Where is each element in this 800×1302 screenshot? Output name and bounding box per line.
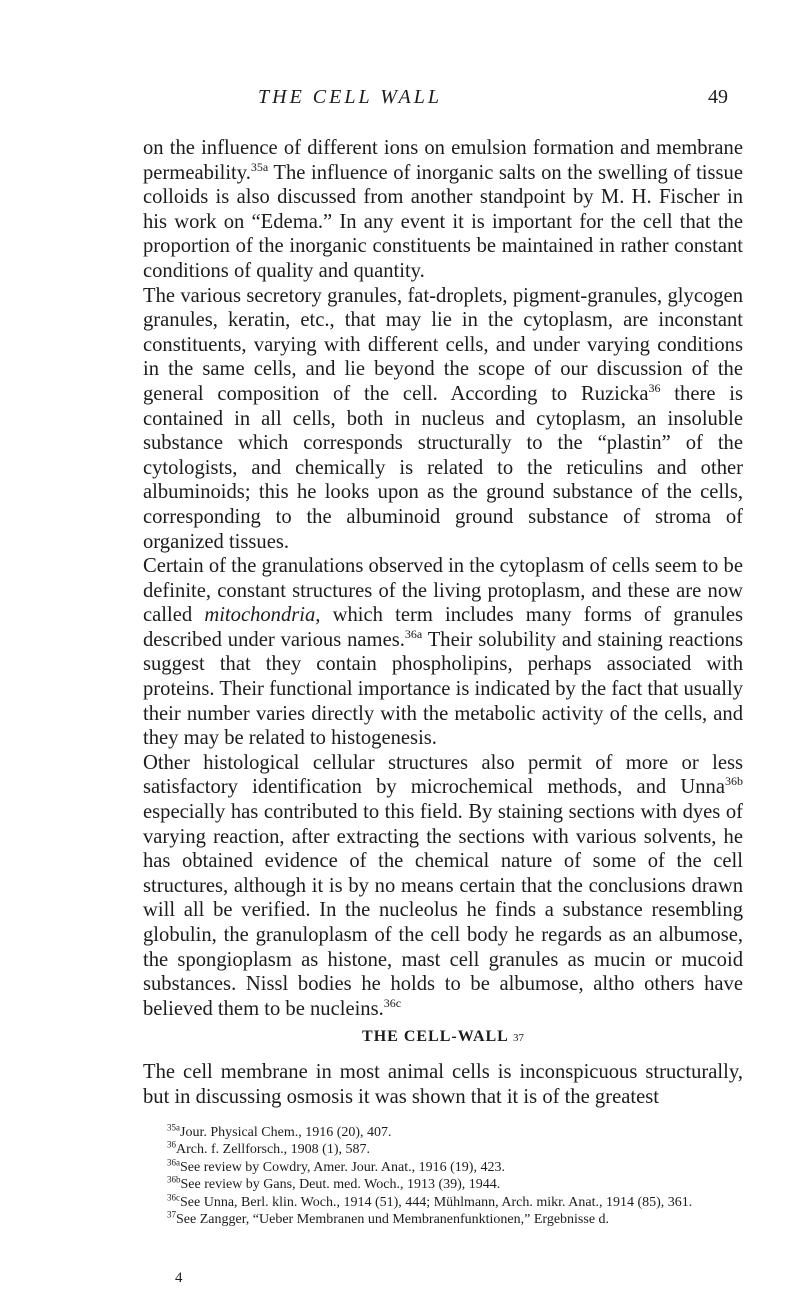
section-heading: THE CELL-WALL 37	[362, 1028, 524, 1045]
footnote: $^{36}$Arch. f. Zellforsch., 1908 (1), 587.	[167, 1139, 371, 1158]
body-text	[143, 136, 743, 1021]
signature-mark: 4	[175, 1270, 183, 1286]
paragraph-1: on the influence of different ions on emulsion formation and membrane permeability.$^{35a}$ The influence of inorganic salts on the swelling of tissue colloids is also discussed from another standpoint by M. H. Fischer in his work on “Edema.” In any event it is important for the cell that the proportion of the inorganic constituents be maintained in rather constant conditions of quality and quantity.	[143, 137, 743, 282]
footnote-ref-36b: 36b	[725, 774, 743, 789]
footnote-ref-36: 36	[648, 381, 661, 396]
mitochondria-term: mitochondria,	[204, 604, 321, 627]
footnote-ref-37: 37	[512, 1032, 524, 1044]
paragraph-4: Other histological cellular structures also permit of more or less satisfactory identification by microchemical methods, and Unna$^{36b}$ especially has contributed to this field. By staining sections with dyes of varying reaction, after extracting the sections with various solvents, he has obtained evidence of the chemical nature of some of the cell structures, although it is by no means certain that the conclusions drawn will all be verified. In the nucleolus he finds a substance resembling globulin, the granuloplasm of the cell body he regards as an albumose, the spongioplasm as histone, mast cell granules as mucin or mucoid substances. Nissl bodies he holds to be albumose, altho others have believed them to be nucleins.$^{36c}$	[143, 751, 743, 1020]
footnote: $^{35a}$Jour. Physical Chem., 1916 (20), 407.	[167, 1122, 392, 1140]
footnote: $^{36a}$See review by Cowdry, Amer. Jour. Anat., 1916 (19), 423.	[167, 1157, 505, 1175]
running-head	[140, 86, 740, 116]
section-paragraph-1: The cell membrane in most animal cells is inconspicuous structurally, but in discussing osmosis it was shown that it is of the greatest	[143, 1061, 743, 1108]
section-body	[143, 1060, 743, 1109]
running-title: THE CELL WALL	[258, 86, 442, 108]
footnote: $^{36b}$See review by Gans, Deut. med. Woch., 1913 (39), 1944.	[167, 1174, 501, 1193]
footnotes	[143, 1124, 743, 1228]
footnote: $^{36c}$See Unna, Berl. klin. Woch., 1914 (51), 444; Mühlmann, Arch. mikr. Anat., 1914 (85), 361.	[167, 1191, 693, 1210]
page-number: 49	[708, 86, 728, 108]
paragraph-2: The various secretory granules, fat-droplets, pigment-granules, glycogen granules, keratin, etc., that may lie in the cytoplasm, are inconstant constituents, varying with different cells, and under varying conditions in the same cells, and lie beyond the scope of our discussion of the general composition of the cell. According to Ruzicka$^{36}$ there is contained in all cells, both in nucleus and cytoplasm, an insoluble substance which corresponds structurally to the “plastin” of the cytologists, and chemically is related to the reticulins and other albuminoids; this he looks upon as the ground substance of the cells, corresponding to the albuminoid ground substance of stroma of organized tissues.	[143, 284, 743, 553]
footnote-ref-35a: 35a	[250, 159, 269, 174]
footnote: $^{37}$See Zangger, “Ueber Membranen und Membranenfunktionen,” Ergebnisse d.	[167, 1209, 610, 1228]
footnote-ref-36a: 36a	[404, 627, 423, 642]
paragraph-3: Certain of the granulations observed in the cytoplasm of cells seem to be definite, constant structures of the living protoplasm, and these are now called mitochondria, which term includes many forms of granules described under various names.$^{36a}$ Their solubility and staining reactions suggest that they contain phospholipins, perhaps associated with proteins. Their functional importance is indicated by the fact that usually their number varies directly with the metabolic activity of the cells, and they may be related to histogenesis.	[143, 555, 744, 750]
footnote-ref-36c: 36c	[383, 995, 402, 1010]
